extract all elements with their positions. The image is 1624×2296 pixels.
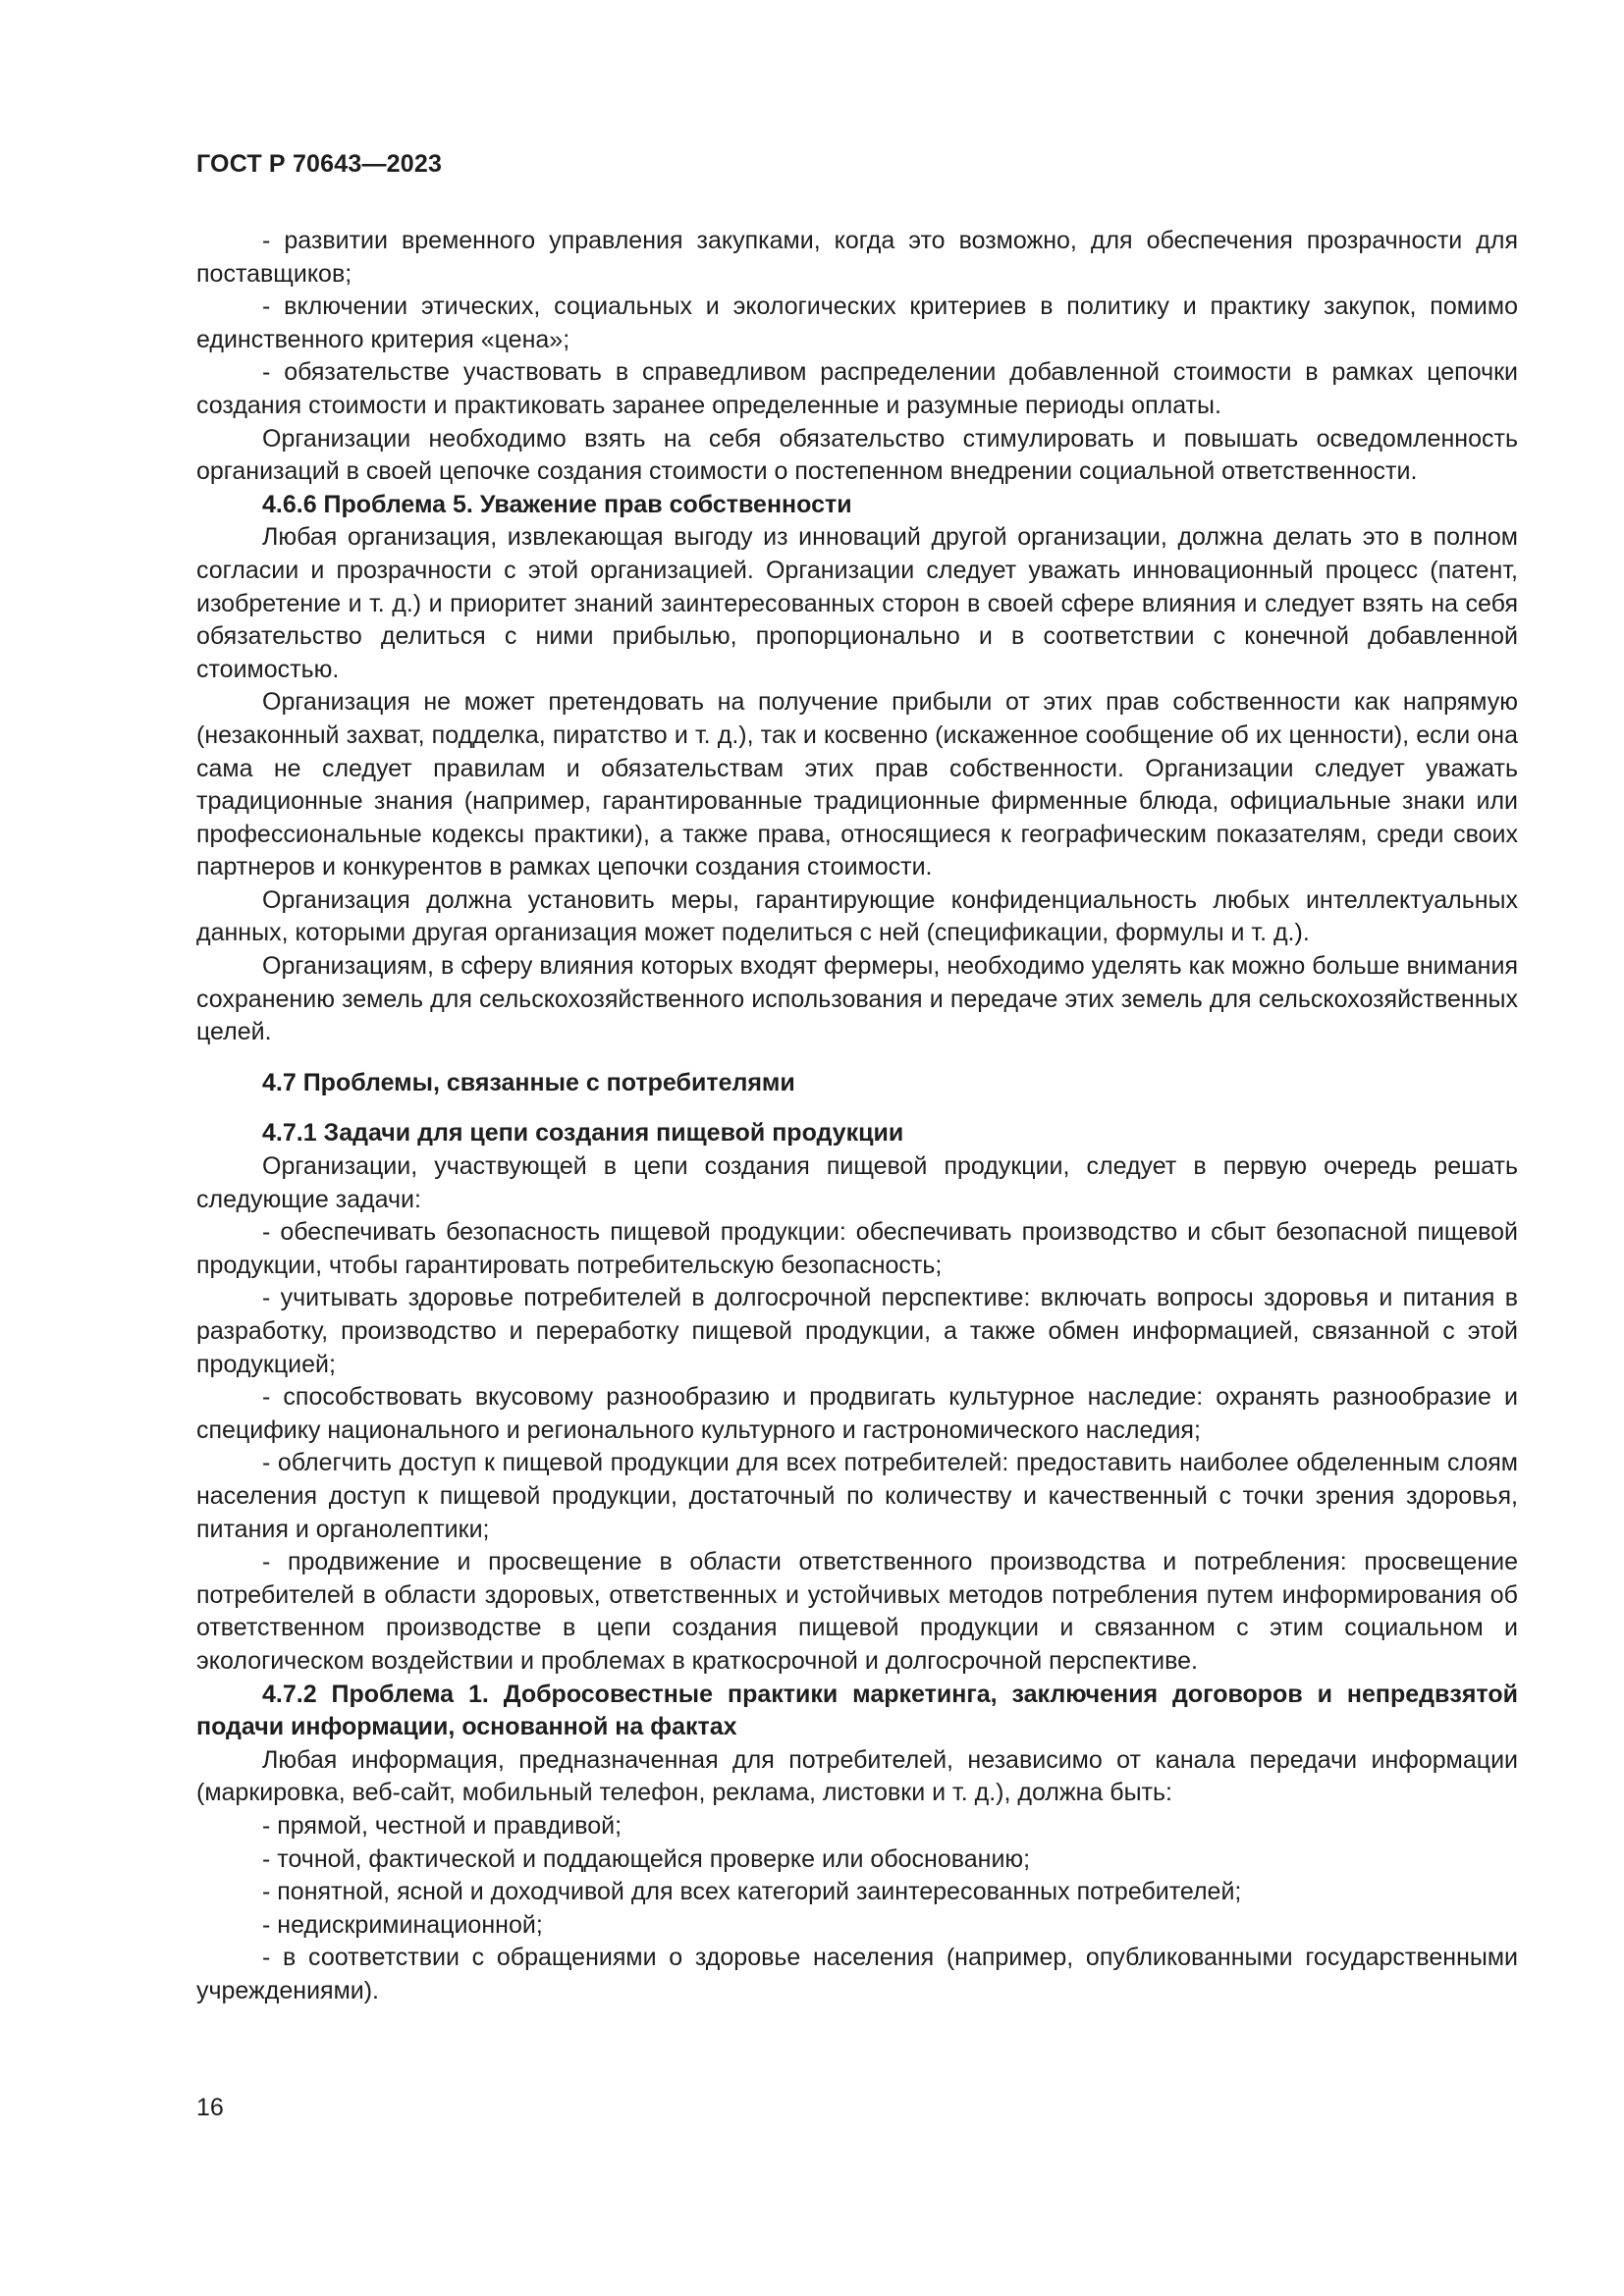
subsection-heading: 4.7.1 Задачи для цепи создания пищевой продукции <box>262 1119 904 1148</box>
section-heading: 4.6.6 Проблема 5. Уважение прав собственности <box>262 490 852 518</box>
list-item: - точной, фактической и поддающейся проверке или обоснованию; <box>262 1844 1031 1873</box>
section-heading: 4.7 Проблемы, связанные с потребителями <box>262 1068 795 1096</box>
paragraph: - обязательстве участвовать в справедливом распределении добавленной стоимости в рамках цепочки создания стоимости и практиковать заранее определенные и разумные периоды оплаты. <box>196 358 1518 419</box>
paragraph: Организация не может претендовать на получение прибыли от этих прав собственности как напрямую (незаконный захват, подделка, пиратство и т. д.), так и косвенно (искаженное сообщение об их ценности), если она сама не следует правилам и обязательствам этих прав собственности. Организации следует уважать традиционные знания (например, гарантированные традиционные фирменные блюда, официальные знаки или профессиональные кодексы практики), а также права, относящиеся к географическим показателям, среди своих партнеров и конкурентов в рамках цепочки создания стоимости. <box>196 688 1518 881</box>
paragraph: Любая организация, извлекающая выгоду из инноваций другой организации, должна делать это в полном согласии и прозрачности с этой организацией. Организации следует уважать инновационный процесс (патент, изобретение и т. д.) и приоритет знаний заинтересованных сторон в своей сфере влияния и следует взять на себя обязательство делиться с ними прибылью, пропорционально и в соответствии с конечной добавленной стоимостью. <box>196 523 1518 683</box>
paragraph: Любая информация, предназначенная для потребителей, независимо от канала передачи информации (маркировка, веб-сайт, мобильный телефон, реклама, листовки и т. д.), должна быть: <box>196 1745 1518 1807</box>
paragraph: - развитии временного управления закупками, когда это возможно, для обеспечения прозрачности для поставщиков; <box>196 227 1518 288</box>
paragraph: - включении этических, социальных и экологических критериев в политику и практику закупок, помимо единственного критерия «цена»; <box>196 293 1518 353</box>
list-item: - облегчить доступ к пищевой продукции для всех потребителей: предоставить наиболее обделенным слоям населения доступ к пищевой продукции, достаточный по количеству и качественный с точки зрения здоровья, питания и органолептики; <box>196 1449 1518 1543</box>
paragraph: Организации, участвующей в цепи создания пищевой продукции, следует в первую очередь решать следующие задачи: <box>196 1152 1518 1213</box>
paragraph: Организациям, в сферу влияния которых входят фермеры, необходимо уделять как можно больше внимания сохранению земель для сельскохозяйственного использования и передаче этих земель для сельскохозяйственных целей. <box>196 952 1518 1046</box>
paragraph: Организация должна установить меры, гарантирующие конфиденциальность любых интеллектуальных данных, которыми другая организация может поделиться с ней (спецификации, формулы и т. д.). <box>196 885 1518 947</box>
page-number: 16 <box>196 2094 224 2121</box>
list-item: - прямой, честной и правдивой; <box>262 1811 623 1840</box>
body-text <box>196 225 1518 2007</box>
list-item: - продвижение и просвещение в области ответственного производства и потребления: просвещение потребителей в области здоровых, ответственных и устойчивых методов потребления путем информирования об ответственном производстве в цепи создания пищевой продукции и связанном с этим социальном и экологическом воздействии и проблемах в краткосрочной и долгосрочной перспективе. <box>196 1548 1518 1675</box>
list-item: - понятной, ясной и доходчивой для всех категорий заинтересованных потребителей; <box>262 1878 1242 1906</box>
subsection-heading: 4.7.2 Проблема 1. Добросовестные практики маркетинга, заключения договоров и непредвзятой подачи информации, основанной на фактах <box>196 1680 1518 1741</box>
list-item: - в соответствии с обращениями о здоровье населения (например, опубликованными государственными учреждениями). <box>196 1944 1518 2004</box>
list-item: - недискриминационной; <box>262 1910 543 1939</box>
paragraph: Организации необходимо взять на себя обязательство стимулировать и повышать осведомленность организаций в своей цепочке создания стоимости о постепенном внедрении социальной ответственности. <box>196 424 1518 486</box>
document-code-header: ГОСТ Р 70643—2023 <box>196 150 443 178</box>
list-item: - учитывать здоровье потребителей в долгосрочной перспективе: включать вопросы здоровья и питания в разработку, производство и переработку пищевой продукции, а также обмен информацией, связанной с этой продукцией; <box>196 1284 1518 1378</box>
list-item: - способствовать вкусовому разнообразию и продвигать культурное наследие: охранять разнообразие и специфику национального и регионального культурного и гастрономического наследия; <box>196 1383 1518 1444</box>
list-item: - обеспечивать безопасность пищевой продукции: обеспечивать производство и сбыт безопасной пищевой продукции, чтобы гарантировать потребительскую безопасность; <box>196 1218 1518 1279</box>
